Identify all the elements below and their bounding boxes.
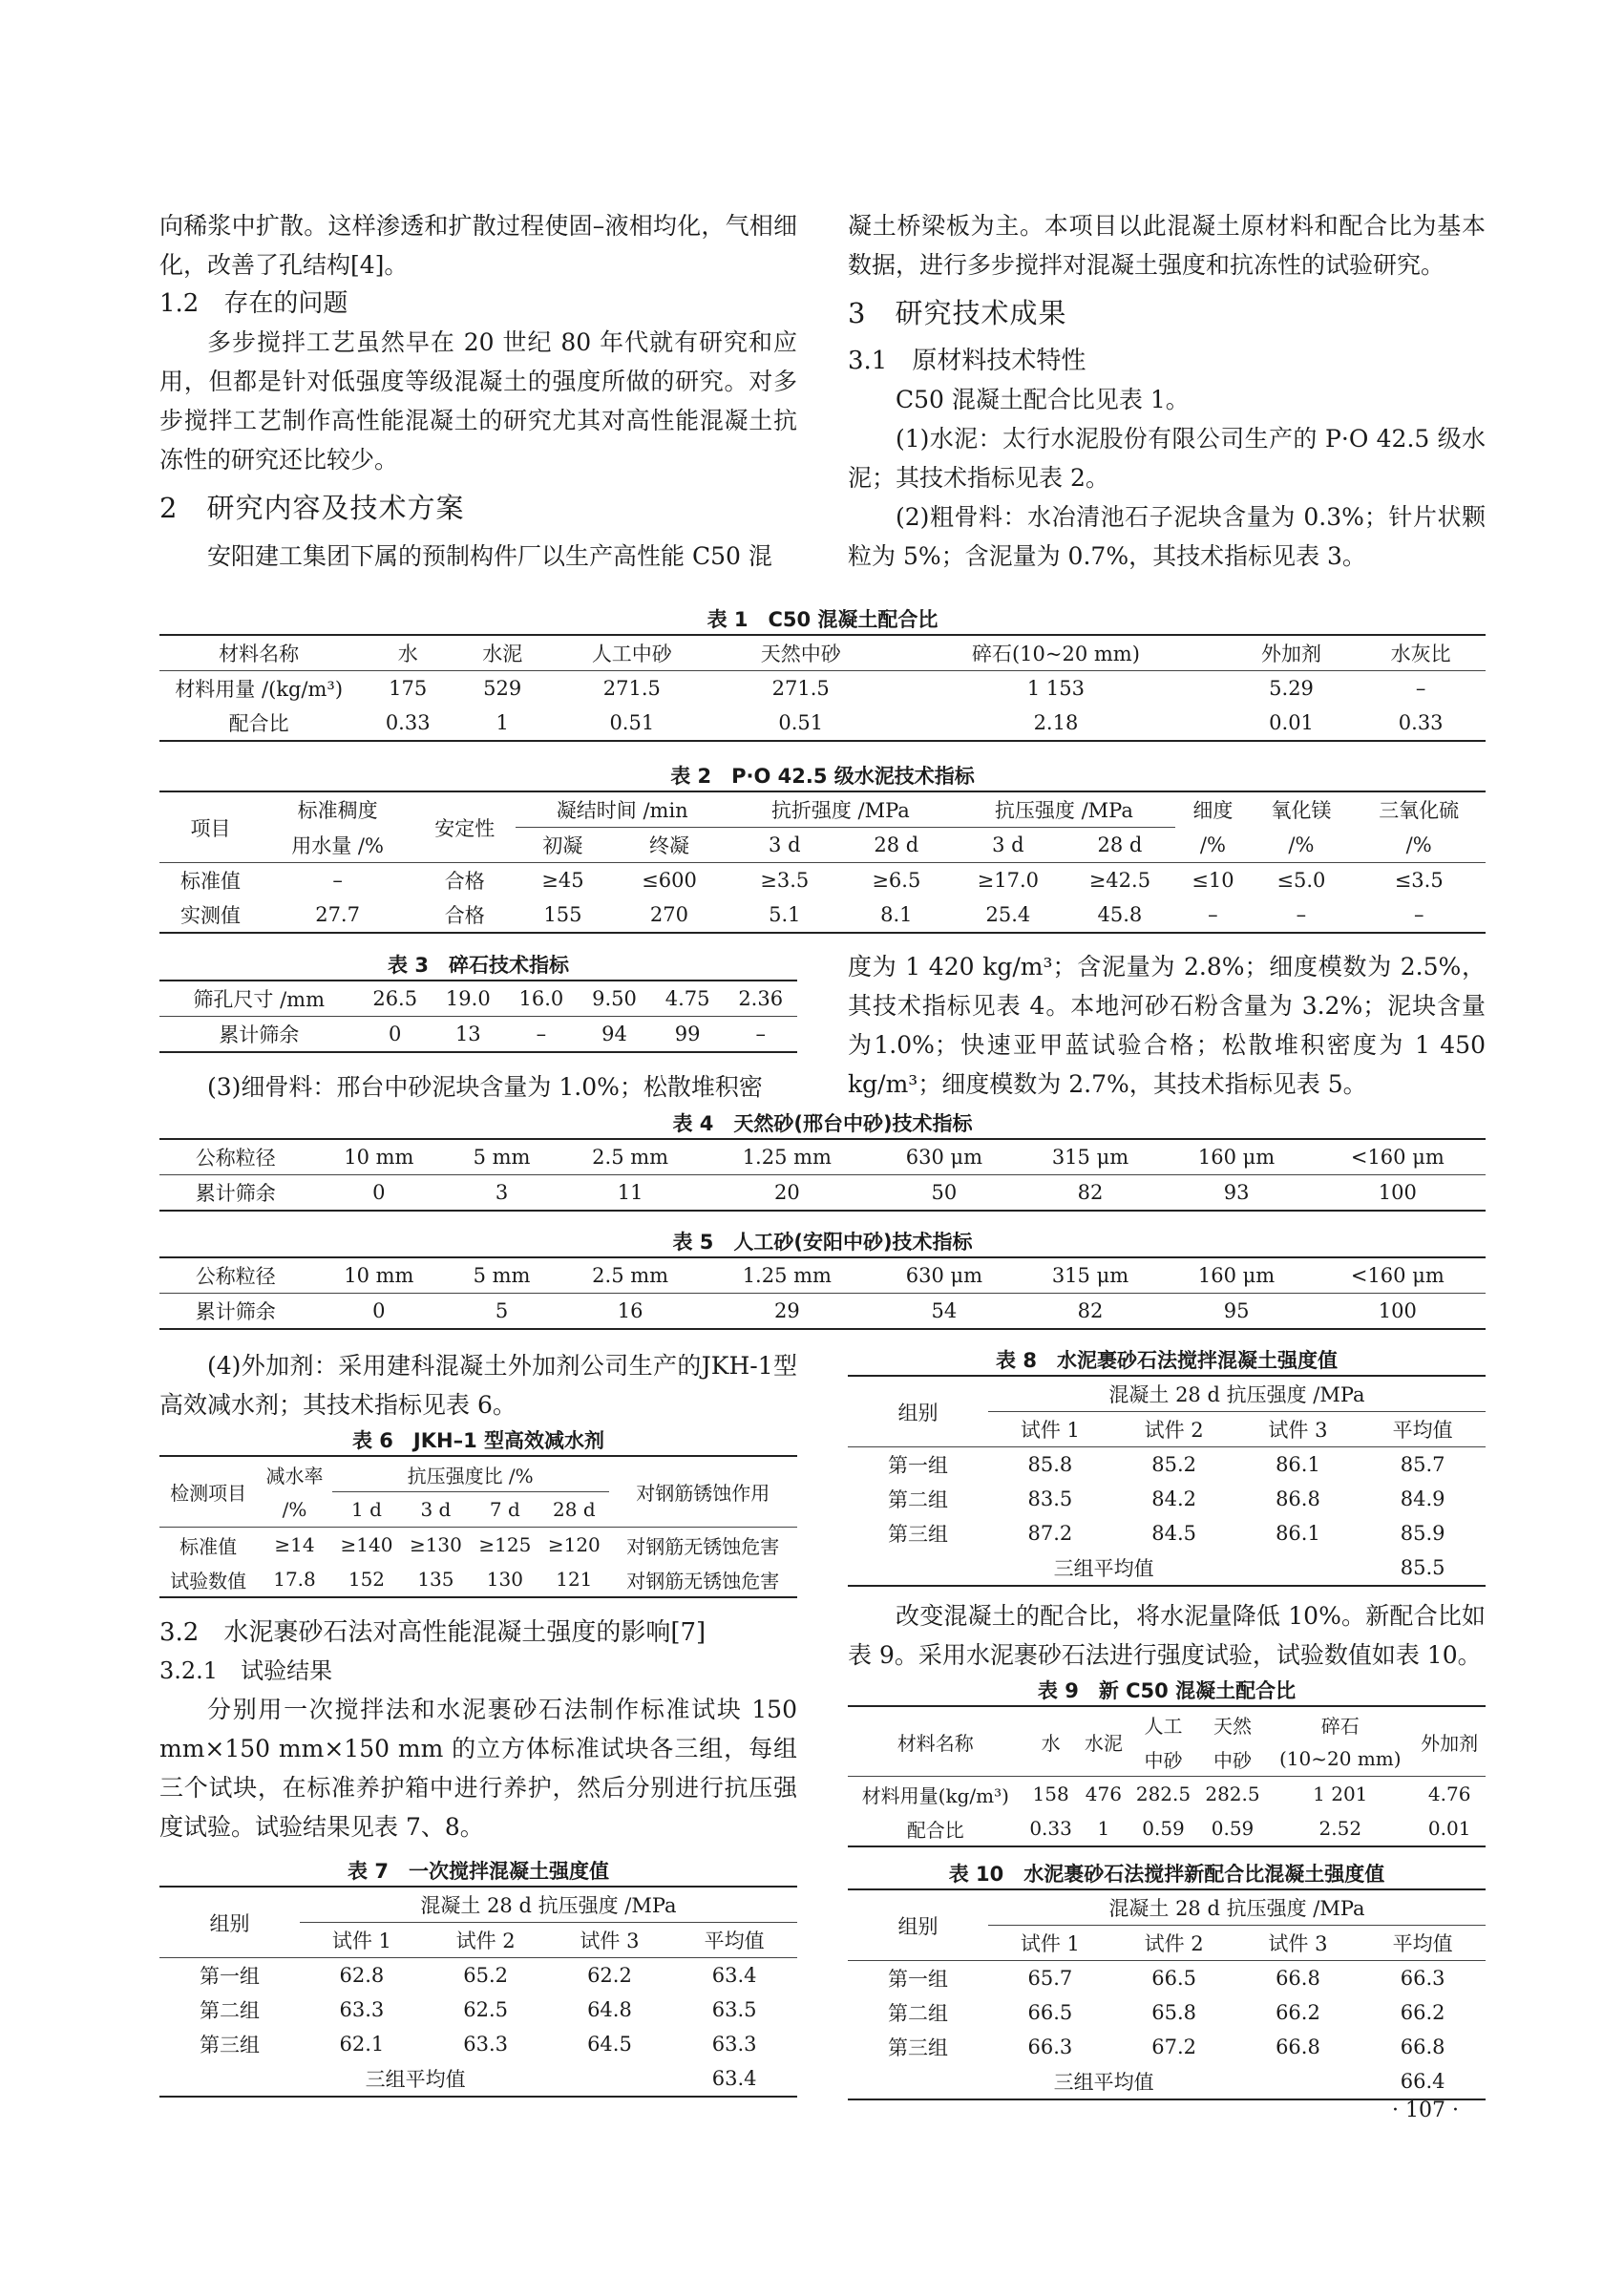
section-heading-3: 3 研究技术成果: [848, 297, 1067, 329]
table-7: [159, 1857, 797, 2098]
table-row: 材料用量(kg/m³) 158 476 282.5 282.5 1 201 4.76: [861, 1782, 1471, 1807]
header-cell: 外加剂: [1227, 635, 1357, 671]
table-row: 材料用量 /(kg/m³) 175 529 271.5 271.5 1 153 5.29 –: [175, 677, 1426, 701]
right-text-3: [848, 1596, 1486, 1675]
table-9: [848, 1677, 1486, 1847]
table-header-row: [159, 635, 1486, 671]
table-caption: 表 8 水泥裹砂石法搅拌混凝土强度值: [996, 1349, 1338, 1372]
paragraph: 分别用一次搅拌法和水泥裹砂石法制作标准试块 150 mm×150 mm×150 mm 的立方体标准试块各三组，每组三个试块，在标准养护箱中进行养护，然后分别进行抗压强度试验。试验结果见表 7、8。: [159, 1696, 797, 1841]
header-cell: 水灰比: [1356, 635, 1486, 671]
paragraph: 安阳建工集团下属的预制构件厂以生产高性能 C50 混: [207, 542, 772, 570]
table-caption: 表 2 P·O 42.5 级水泥技术指标: [670, 765, 975, 788]
table-row: 三组平均值 63.4: [159, 2061, 797, 2097]
table-row: 第三组 62.1 63.3 64.5 63.3: [199, 2033, 757, 2057]
table-header-row: 组别 混凝土 28 d 抗压强度 /MPa: [159, 1887, 797, 1923]
table-1: [159, 605, 1486, 742]
table-caption: 表 7 一次搅拌混凝土强度值: [348, 1860, 609, 1883]
paragraph: 度为 1 420 kg/m³；含泥量为 2.8%；细度模数为 2.5%，其技术指标见表 4。本地河砂石粉含量为 3.2%；泥块含量为1.0%；快速亚甲蓝试验合格；松散堆积密度为 1 450 kg/m³；细度模数为 2.7%，其技术指标见表 5。: [848, 953, 1486, 1098]
paragraph: 凝土桥梁板为主。本项目以此混凝土原材料和配合比为基本数据，进行多步搅拌对混凝土强度和抗冻性的试验研究。: [848, 212, 1486, 279]
table-row: 筛孔尺寸 /mm 26.5 19.0 16.0 9.50 4.75 2.36: [159, 981, 797, 1017]
table-row: 累计筛余 0 13 – 94 99 –: [159, 1017, 797, 1053]
section-heading-1-2: 1.2 存在的问题: [159, 289, 348, 318]
section-heading-3-2: 3.2 水泥裹砂石法对高性能混凝土强度的影响[7]: [159, 1618, 707, 1647]
table-row: 公称粒径 10 mm 5 mm 2.5 mm 1.25 mm 630 μm 315 μm 160 μm <160 μm: [159, 1139, 1486, 1175]
table-caption: 表 6 JKH–1 型高效减水剂: [351, 1429, 604, 1452]
table-caption: 表 5 人工砂(安阳中砂)技术指标: [672, 1231, 973, 1254]
table-10: [848, 1860, 1486, 2100]
table-row: 标准值 – 合格 ≥45 ≤600 ≥3.5 ≥6.5 ≥17.0 ≥42.5 ≤10 ≤5.0 ≤3.5: [179, 869, 1444, 893]
table-row: 实测值 27.7 合格 155 270 5.1 8.1 25.4 45.8 – – –: [159, 897, 1486, 933]
section-heading-2: 2 研究内容及技术方案: [159, 492, 465, 524]
right-text-2: [848, 947, 1486, 1104]
table-row: 第一组 85.8 85.2 86.1 85.7: [887, 1453, 1445, 1477]
section-heading-3-2-1: 3.2.1 试验结果: [159, 1657, 333, 1684]
table-row: 第一组 65.7 66.5 66.8 66.3: [887, 1967, 1445, 1991]
table-caption: 表 9 新 C50 混凝土配合比: [1037, 1679, 1297, 1702]
paragraph: (2)粗骨料：水冶清池石子泥块含量为 0.3%；针片状颗粒为 5%；含泥量为 0.7%，其技术指标见表 3。: [848, 503, 1486, 570]
table-header-row: 试件 1 试件 2 试件 3 平均值: [848, 1412, 1486, 1447]
table-row: 第二组 83.5 84.2 86.8 84.9: [887, 1487, 1445, 1511]
table-header-row: 检测项目 减水率 抗压强度比 /% 对钢筋锈蚀作用: [159, 1456, 797, 1492]
header-cell: 材料名称: [159, 635, 358, 671]
paragraph: (1)水泥：太行水泥股份有限公司生产的 P·O 42.5 级水泥；其技术指标见表 2。: [848, 425, 1486, 492]
table-row: 三组平均值 85.5: [848, 1550, 1486, 1586]
table-header-row: /% 1 d 3 d 7 d 28 d: [159, 1492, 797, 1528]
table-6: [159, 1426, 797, 1598]
table-header-row: 中砂 中砂 (10~20 mm): [848, 1741, 1486, 1777]
section-heading-3-1: 3.1 原材料技术特性: [848, 347, 1086, 375]
table-row: 第三组 66.3 67.2 66.8 66.8: [887, 2035, 1445, 2059]
table-row: 第三组 87.2 84.5 86.1 85.9: [887, 1522, 1445, 1546]
table-row: 标准值 ≥14 ≥140 ≥130 ≥125 ≥120 对钢筋无锈蚀危害: [179, 1533, 780, 1558]
header-cell: 水泥: [457, 635, 547, 671]
table-row: 三组平均值 66.4: [848, 2064, 1486, 2099]
table-row: 配合比 0.33 1 0.59 0.59 2.52 0.01: [848, 1811, 1486, 1846]
table-row: 配合比 0.33 1 0.51 0.51 2.18 0.01 0.33: [159, 706, 1486, 741]
table-caption: 表 1 C50 混凝土配合比: [707, 608, 939, 631]
table-2: [159, 762, 1486, 934]
table-header-row: 试件 1 试件 2 试件 3 平均值: [159, 1923, 797, 1958]
header-cell: 水: [358, 635, 457, 671]
paragraph: (3)细骨料：邢台中砂泥块含量为 1.0%；松散堆积密: [207, 1073, 763, 1101]
table-row: 累计筛余 0 3 11 20 50 82 93 100: [159, 1175, 1486, 1212]
table-header-row: 试件 1 试件 2 试件 3 平均值: [848, 1926, 1486, 1961]
table-4: [159, 1109, 1486, 1212]
paragraph: 改变混凝土的配合比，将水泥量降低 10%。新配合比如表 9。采用水泥裹砂石法进行强度试验，试验数值如表 10。: [848, 1602, 1486, 1669]
left-text-4: [159, 1614, 797, 1846]
right-text-1: [848, 206, 1486, 576]
table-row: 累计筛余 0 5 16 29 54 82 95 100: [159, 1294, 1486, 1330]
table-3: [159, 951, 797, 1053]
table-caption: 表 10 水泥裹砂石法搅拌新配合比混凝土强度值: [948, 1863, 1385, 1886]
table-header-row: 组别 混凝土 28 d 抗压强度 /MPa: [848, 1889, 1486, 1926]
table-row: 公称粒径 10 mm 5 mm 2.5 mm 1.25 mm 630 μm 315 μm 160 μm <160 μm: [159, 1257, 1486, 1294]
paragraph: 多步搅拌工艺虽然早在 20 世纪 80 年代就有研究和应用，但都是针对低强度等级混凝土的强度所做的研究。对多步搅拌工艺制作高性能混凝土的研究尤其对高性能混凝土抗冻性的研究还比较少。: [159, 328, 797, 474]
table-header-row: 项目 标准稠度 安定性 凝结时间 /min 抗折强度 /MPa 抗压强度 /MPa 细度 氧化镁 三氧化硫: [159, 791, 1486, 828]
table-header-row: 用水量 /% 初凝 终凝 3 d 28 d 3 d 28 d /% /% /%: [159, 828, 1486, 863]
paragraph: C50 混凝土配合比见表 1。: [896, 386, 1190, 413]
left-text-3: [159, 1346, 797, 1424]
table-caption: 表 3 碎石技术指标: [388, 954, 569, 977]
table-row: 第二组 66.5 65.8 66.2 66.2: [887, 2001, 1445, 2025]
table-5: [159, 1228, 1486, 1330]
header-cell: 天然中砂: [716, 635, 885, 671]
paragraph: (4)外加剂：采用建科混凝土外加剂公司生产的JKH-1型高效减水剂；其技术指标见表 6。: [159, 1352, 797, 1419]
header-cell: 人工中砂: [547, 635, 716, 671]
paragraph: 向稀浆中扩散。这样渗透和扩散过程使固–液相均化，气相细化，改善了孔结构[4]。: [159, 212, 797, 279]
table-header-row: 组别 混凝土 28 d 抗压强度 /MPa: [848, 1376, 1486, 1412]
table-row: 第一组 62.8 65.2 62.2 63.4: [199, 1964, 757, 1988]
left-text-1: [159, 206, 797, 576]
page-number: · 107 ·: [1392, 2099, 1459, 2122]
left-text-2: [159, 1067, 797, 1107]
table-header-row: 材料名称 水 水泥 人工 天然 碎石 外加剂: [848, 1706, 1486, 1741]
table-8: [848, 1346, 1486, 1587]
table-row: 试验数值 17.8 152 135 130 121 对钢筋无锈蚀危害: [159, 1562, 797, 1597]
table-caption: 表 4 天然砂(邢台中砂)技术指标: [672, 1112, 973, 1135]
header-cell: 碎石(10~20 mm): [885, 635, 1227, 671]
table-row: 第二组 63.3 62.5 64.8 63.5: [199, 1998, 757, 2022]
